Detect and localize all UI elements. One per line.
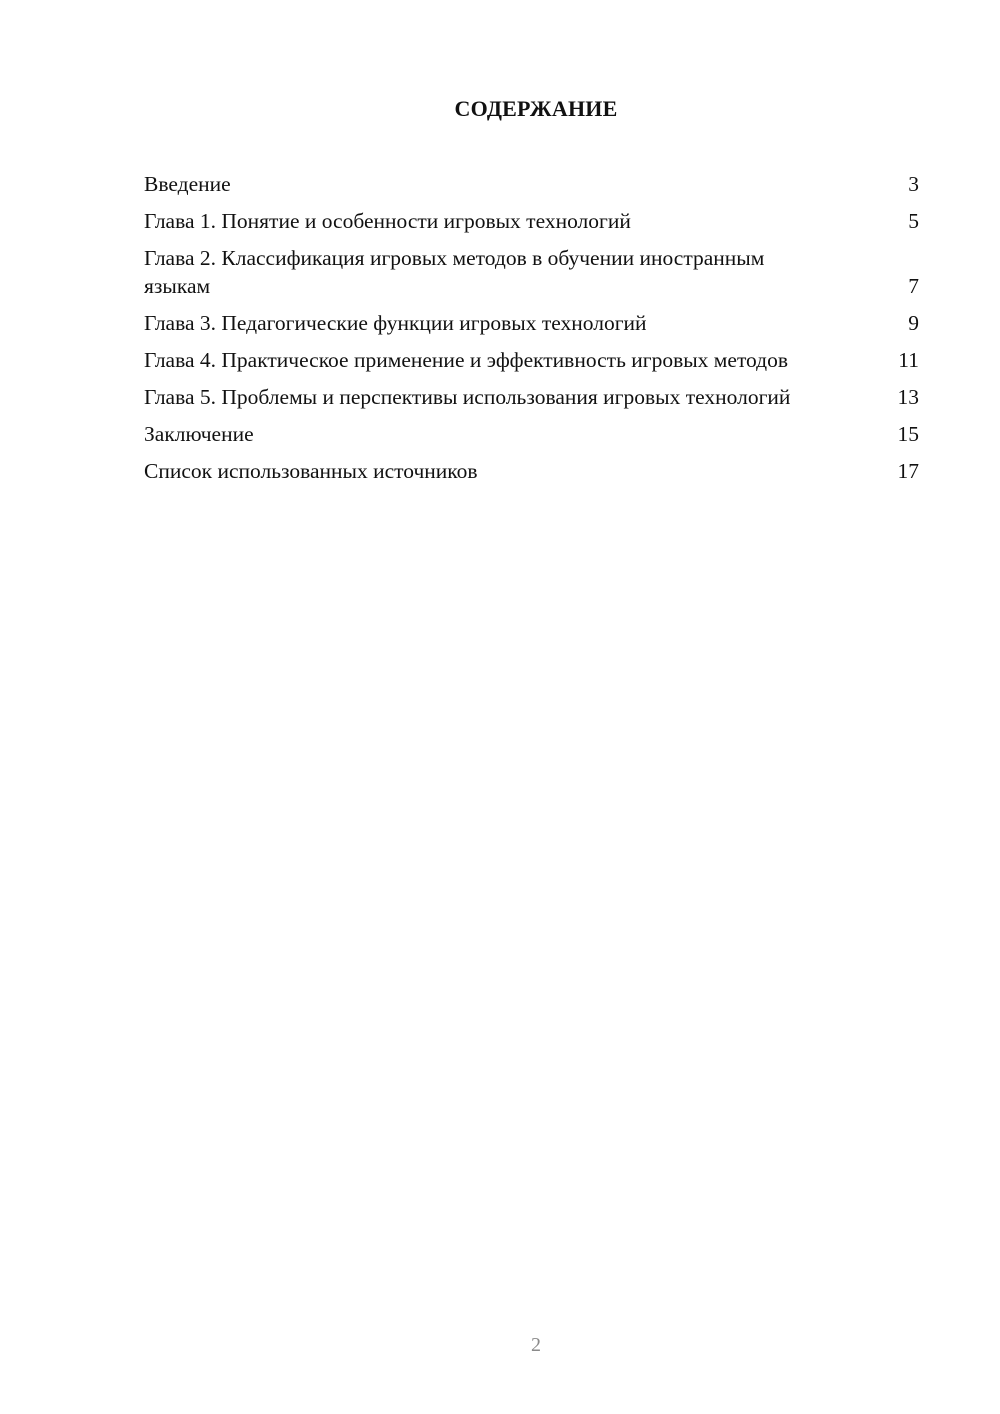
- table-of-contents: [144, 170, 919, 485]
- toc-entry-chapter-4[interactable]: [144, 346, 919, 374]
- toc-entry-page: 11: [898, 348, 919, 372]
- toc-entry-page: 13: [897, 385, 919, 409]
- toc-entry-label: Глава 1. Понятие и особенности игровых технологий: [144, 209, 631, 233]
- toc-entry-page: 9: [908, 311, 919, 335]
- toc-entry-label: Глава 5. Проблемы и перспективы использования игровых технологий: [144, 385, 791, 409]
- page-title: СОДЕРЖАНИЕ: [454, 96, 618, 121]
- toc-entry-page: 5: [908, 209, 919, 233]
- toc-entry-page: 17: [897, 459, 919, 483]
- toc-entry-label: Глава 2. Классификация игровых методов в обучении иностранным языкам: [144, 246, 765, 298]
- toc-entry-label: Введение: [144, 172, 231, 196]
- toc-entry-page: 7: [908, 274, 919, 298]
- page-number: 2: [531, 1334, 541, 1356]
- toc-entry-label: Список использованных источников: [144, 459, 478, 483]
- toc-entry-label: Глава 4. Практическое применение и эффективность игровых методов: [144, 348, 789, 372]
- toc-entry-page: 15: [897, 422, 919, 446]
- toc-entry-label: Заключение: [144, 422, 254, 446]
- toc-entry-conclusion[interactable]: [144, 420, 919, 448]
- toc-entry-chapter-3[interactable]: [144, 309, 919, 337]
- toc-entry-page: 3: [908, 172, 919, 196]
- toc-entry-references[interactable]: [144, 457, 919, 485]
- toc-entry-chapter-5[interactable]: [144, 383, 919, 411]
- toc-entry-label: Глава 3. Педагогические функции игровых технологий: [144, 311, 647, 335]
- toc-entry-chapter-2[interactable]: [144, 244, 919, 300]
- toc-entry-introduction[interactable]: [144, 170, 919, 198]
- toc-entry-chapter-1[interactable]: [144, 207, 919, 235]
